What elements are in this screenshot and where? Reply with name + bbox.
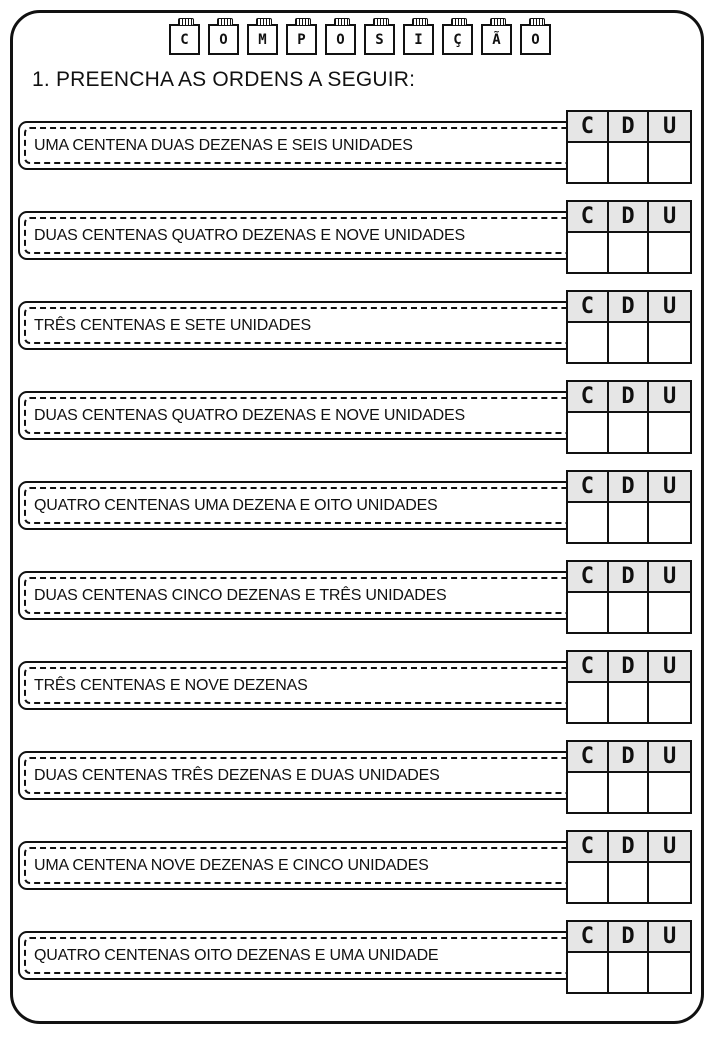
header-centenas: C bbox=[568, 202, 609, 233]
title-letter: Ç bbox=[453, 31, 462, 48]
header-centenas: C bbox=[568, 112, 609, 143]
answer-cell-unidades[interactable] bbox=[649, 413, 690, 452]
statement-text: UMA CENTENA NOVE DEZENAS E CINCO UNIDADES bbox=[34, 856, 429, 874]
clip-icon bbox=[451, 18, 467, 26]
statement-box bbox=[18, 931, 574, 980]
cdu-table bbox=[566, 560, 692, 634]
answer-cell-dezenas[interactable] bbox=[609, 953, 650, 992]
answer-cell-dezenas[interactable] bbox=[609, 863, 650, 902]
exercise-row bbox=[0, 740, 720, 820]
statement-text: QUATRO CENTENAS OITO DEZENAS E UMA UNIDADE bbox=[34, 946, 439, 964]
clip-icon bbox=[490, 18, 506, 26]
header-dezenas: D bbox=[609, 742, 650, 773]
answer-cell-centenas[interactable] bbox=[568, 773, 609, 812]
title-letter: I bbox=[414, 31, 423, 48]
statement-text: QUATRO CENTENAS UMA DEZENA E OITO UNIDADES bbox=[34, 496, 438, 514]
statement-box bbox=[18, 751, 574, 800]
header-unidades: U bbox=[649, 922, 690, 953]
page-title bbox=[0, 18, 720, 55]
statement-box bbox=[18, 571, 574, 620]
statement-text: UMA CENTENA DUAS DEZENAS E SEIS UNIDADES bbox=[34, 136, 413, 154]
answer-cell-dezenas[interactable] bbox=[609, 323, 650, 362]
header-dezenas: D bbox=[609, 292, 650, 323]
title-letter: Ã bbox=[492, 31, 501, 48]
exercise-row bbox=[0, 200, 720, 280]
exercise-row bbox=[0, 560, 720, 640]
title-letter-tile bbox=[325, 24, 356, 55]
answer-cell-centenas[interactable] bbox=[568, 503, 609, 542]
answer-cell-unidades[interactable] bbox=[649, 233, 690, 272]
answer-cell-centenas[interactable] bbox=[568, 143, 609, 182]
clip-icon bbox=[529, 18, 545, 26]
title-letter-tile bbox=[208, 24, 239, 55]
cdu-table bbox=[566, 470, 692, 544]
answer-cell-dezenas[interactable] bbox=[609, 773, 650, 812]
header-centenas: C bbox=[568, 742, 609, 773]
answer-cell-centenas[interactable] bbox=[568, 233, 609, 272]
title-letter: O bbox=[336, 31, 345, 48]
answer-cell-unidades[interactable] bbox=[649, 143, 690, 182]
title-letter-tile bbox=[403, 24, 434, 55]
header-centenas: C bbox=[568, 292, 609, 323]
header-centenas: C bbox=[568, 832, 609, 863]
cdu-table bbox=[566, 200, 692, 274]
answer-cell-unidades[interactable] bbox=[649, 863, 690, 902]
exercise-row bbox=[0, 920, 720, 1000]
clip-icon bbox=[217, 18, 233, 26]
header-unidades: U bbox=[649, 742, 690, 773]
cdu-table bbox=[566, 650, 692, 724]
answer-cell-centenas[interactable] bbox=[568, 953, 609, 992]
cdu-table bbox=[566, 380, 692, 454]
statement-box bbox=[18, 301, 574, 350]
header-unidades: U bbox=[649, 832, 690, 863]
header-centenas: C bbox=[568, 382, 609, 413]
title-letter: O bbox=[531, 31, 540, 48]
header-dezenas: D bbox=[609, 202, 650, 233]
answer-cell-unidades[interactable] bbox=[649, 323, 690, 362]
statement-box bbox=[18, 391, 574, 440]
statement-text: TRÊS CENTENAS E NOVE DEZENAS bbox=[34, 676, 308, 694]
clip-icon bbox=[256, 18, 272, 26]
instruction-heading: 1. PREENCHA AS ORDENS A SEGUIR: bbox=[32, 68, 416, 91]
title-letter: M bbox=[258, 31, 267, 48]
title-letter: C bbox=[180, 31, 189, 48]
answer-cell-dezenas[interactable] bbox=[609, 503, 650, 542]
clip-icon bbox=[295, 18, 311, 26]
exercise-row bbox=[0, 110, 720, 190]
statement-box bbox=[18, 121, 574, 170]
exercise-row bbox=[0, 380, 720, 460]
header-dezenas: D bbox=[609, 832, 650, 863]
exercise-row bbox=[0, 650, 720, 730]
header-dezenas: D bbox=[609, 382, 650, 413]
answer-cell-dezenas[interactable] bbox=[609, 233, 650, 272]
header-dezenas: D bbox=[609, 562, 650, 593]
header-unidades: U bbox=[649, 292, 690, 323]
cdu-table bbox=[566, 920, 692, 994]
answer-cell-centenas[interactable] bbox=[568, 413, 609, 452]
title-letter-tile bbox=[520, 24, 551, 55]
header-unidades: U bbox=[649, 652, 690, 683]
clip-icon bbox=[178, 18, 194, 26]
header-centenas: C bbox=[568, 562, 609, 593]
statement-text: DUAS CENTENAS TRÊS DEZENAS E DUAS UNIDADES bbox=[34, 766, 440, 784]
header-centenas: C bbox=[568, 652, 609, 683]
title-letter-tile bbox=[286, 24, 317, 55]
header-unidades: U bbox=[649, 112, 690, 143]
clip-icon bbox=[412, 18, 428, 26]
statement-box bbox=[18, 211, 574, 260]
header-dezenas: D bbox=[609, 112, 650, 143]
answer-cell-unidades[interactable] bbox=[649, 503, 690, 542]
title-letter-tile bbox=[481, 24, 512, 55]
clip-icon bbox=[373, 18, 389, 26]
answer-cell-centenas[interactable] bbox=[568, 683, 609, 722]
statement-text: DUAS CENTENAS QUATRO DEZENAS E NOVE UNIDADES bbox=[34, 226, 465, 244]
answer-cell-dezenas[interactable] bbox=[609, 413, 650, 452]
header-dezenas: D bbox=[609, 652, 650, 683]
statement-text: TRÊS CENTENAS E SETE UNIDADES bbox=[34, 316, 311, 334]
answer-cell-dezenas[interactable] bbox=[609, 683, 650, 722]
title-letter-tile bbox=[247, 24, 278, 55]
statement-text: DUAS CENTENAS QUATRO DEZENAS E NOVE UNIDADES bbox=[34, 406, 465, 424]
cdu-table bbox=[566, 110, 692, 184]
title-letter: S bbox=[375, 31, 384, 48]
header-unidades: U bbox=[649, 472, 690, 503]
statement-box bbox=[18, 481, 574, 530]
answer-cell-dezenas[interactable] bbox=[609, 593, 650, 632]
answer-cell-centenas[interactable] bbox=[568, 863, 609, 902]
answer-cell-centenas[interactable] bbox=[568, 323, 609, 362]
exercise-row bbox=[0, 470, 720, 550]
header-centenas: C bbox=[568, 922, 609, 953]
exercise-row bbox=[0, 830, 720, 910]
exercise-row bbox=[0, 290, 720, 370]
header-centenas: C bbox=[568, 472, 609, 503]
answer-cell-unidades[interactable] bbox=[649, 593, 690, 632]
title-letter-tile bbox=[364, 24, 395, 55]
header-unidades: U bbox=[649, 202, 690, 233]
header-dezenas: D bbox=[609, 472, 650, 503]
cdu-table bbox=[566, 830, 692, 904]
answer-cell-unidades[interactable] bbox=[649, 953, 690, 992]
statement-box bbox=[18, 661, 574, 710]
answer-cell-unidades[interactable] bbox=[649, 683, 690, 722]
cdu-table bbox=[566, 740, 692, 814]
header-dezenas: D bbox=[609, 922, 650, 953]
title-letter-tile bbox=[442, 24, 473, 55]
header-unidades: U bbox=[649, 562, 690, 593]
statement-box bbox=[18, 841, 574, 890]
header-unidades: U bbox=[649, 382, 690, 413]
answer-cell-unidades[interactable] bbox=[649, 773, 690, 812]
title-letter: O bbox=[219, 31, 228, 48]
answer-cell-centenas[interactable] bbox=[568, 593, 609, 632]
title-letter-tile bbox=[169, 24, 200, 55]
cdu-table bbox=[566, 290, 692, 364]
clip-icon bbox=[334, 18, 350, 26]
statement-text: DUAS CENTENAS CINCO DEZENAS E TRÊS UNIDADES bbox=[34, 586, 447, 604]
answer-cell-dezenas[interactable] bbox=[609, 143, 650, 182]
title-letter: P bbox=[297, 31, 306, 48]
